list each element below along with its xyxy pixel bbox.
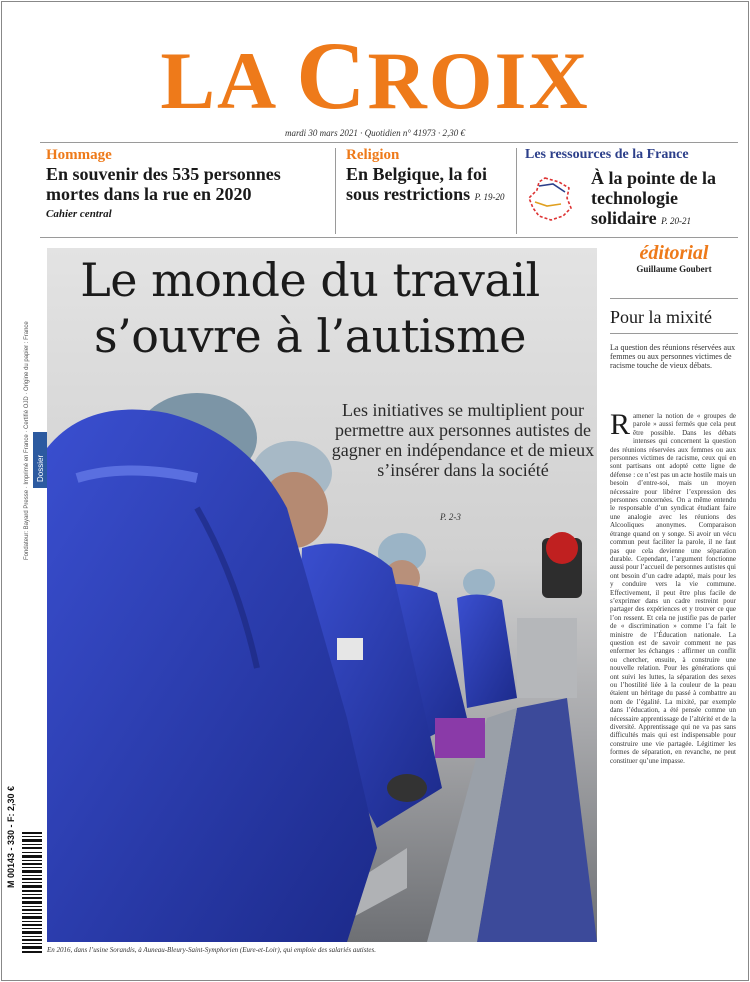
editorial-rule-top <box>610 298 738 299</box>
editorial-title[interactable]: Pour la mixité <box>610 307 712 327</box>
top-divider <box>40 142 738 143</box>
main-headline-line1: Le monde du travail <box>80 253 540 307</box>
editorial-dropcap: R <box>610 412 631 441</box>
teaser-divider <box>516 148 517 234</box>
legal-vertical-text: Fondateur: Bayard Presse · Imprimé en France · Certifié OJD · Origine du papier : France <box>24 321 30 560</box>
teaser-headline <box>346 164 511 207</box>
price-code: M 00143 - 330 - F: 2,30 € <box>6 785 16 888</box>
section-tab-text: Dossier <box>36 454 45 482</box>
editorial-intro: La question des réunions réservées aux femmes ou aux personnes victimes de racisme touche de vieux débats. <box>610 343 736 370</box>
editorial-rule-mid <box>610 333 738 334</box>
main-deck: Les initiatives se multiplient pour permettre aux personnes autistes de gagner en indépendance et de mieux s’insérer dans la société <box>331 400 595 480</box>
barcode <box>20 828 44 958</box>
masthead-c: C <box>296 22 368 129</box>
teaser-kicker: Hommage <box>46 147 112 163</box>
section-tab <box>33 432 47 488</box>
france-map-icon <box>525 176 577 222</box>
teaser-page: P. 20-21 <box>661 216 692 226</box>
teaser-divider <box>335 148 336 234</box>
teaser-note: Cahier central <box>46 208 112 220</box>
teaser-ressources[interactable] <box>525 146 737 236</box>
masthead-roix: ROIX <box>367 35 590 126</box>
teaser-kicker: Religion <box>346 147 400 163</box>
teaser-religion[interactable] <box>346 146 511 236</box>
main-headline-line2: s’ouvre à l’autisme <box>94 309 526 363</box>
teaser-hommage[interactable] <box>46 146 331 236</box>
teaser-kicker: Les ressources de la France <box>525 147 689 162</box>
editorial-label: éditorial <box>639 242 709 264</box>
editorial-author: Guillaume Goubert <box>636 264 712 274</box>
teaser-headline: En souvenir des 535 personnes mortes dans la rue en 2020 <box>46 164 281 204</box>
teaser-headline <box>591 168 741 231</box>
teaser-page: P. 19-20 <box>474 192 505 202</box>
masthead-la: LA <box>160 35 297 126</box>
main-headline[interactable] <box>0 252 620 364</box>
teaser-headline-text: À la pointe de la technologie solidaire <box>591 168 717 228</box>
editorial-body-text: amener la notion de « groupes de parole » aussi fermés que cela peut être possible. Dans les débats intenses qui concernent la question des réunions réservées aux femmes ou aux personnes victimes de racisme, ceux qui en sont partisans ont adopté cette ligne de défense : ce n’est pas un acte hostile mais un besoin d’entre-soi, mais un moyen nécessaire pour libérer l’expression des personnes concernées. On a même entendu le responsable d’un syndicat étudiant faire une analogie avec les réunions des Alcooliques anonymes. Comparaison étrange quand on y songe. Si avoir un vécu commun peut faciliter la parole, il ne faut pas que cela devienne une séparation durable. Cependant, l’argument fonctionne aussi pour l’accueil de personnes autistes qui ont besoin d’un cadre adapté, mais pour les y conduire vers la vie commune. Effectivement, il peut être plus facile de s’exprimer dans un cadre restreint pour partager des expériences et y trouver ce que l’on ressent. Et cela ne justifie pas de parler de « discrimination » comme l’a fait le ministre de l’Éducation nationale. La question est de savoir comment ne pas enfermer les échanges : affirmer un conflit ou chercher, ensuite, à construire une nouvelle relation. Pour les générations qui ont suivi les luttes, la séparation des sexes ou l’hostilité liée à la couleur de la peau étaient un héritage du passé à combattre au nom de l’égalité. La mixité, par exemple dans l’éducation, a été pensée comme un nécessaire apprentissage de l’altérité et de la diversité. Apprentissage qui ne va pas sans difficultés mais qui est indispensable pour construire une vie partagée. Légitimer les formes de séparation, en revanche, ne peut constituer qu’une impasse. <box>610 412 736 765</box>
section-tab-label <box>33 432 47 488</box>
editorial-body <box>610 412 736 958</box>
main-page-ref: P. 2-3 <box>440 512 461 522</box>
dateline: mardi 30 mars 2021 · Quotidien n° 41973 · 2,30 € <box>284 128 466 138</box>
teaser-headline-text: En Belgique, la foi sous restrictions <box>346 164 488 204</box>
masthead-logo[interactable] <box>0 22 750 129</box>
photo-caption: En 2016, dans l’usine Sorandis, à Auneau-Bleury-Saint-Symphorien (Eure-et-Loir), qui emploie des salariés autistes. <box>47 946 376 954</box>
teaser-bottom-divider <box>40 237 738 238</box>
